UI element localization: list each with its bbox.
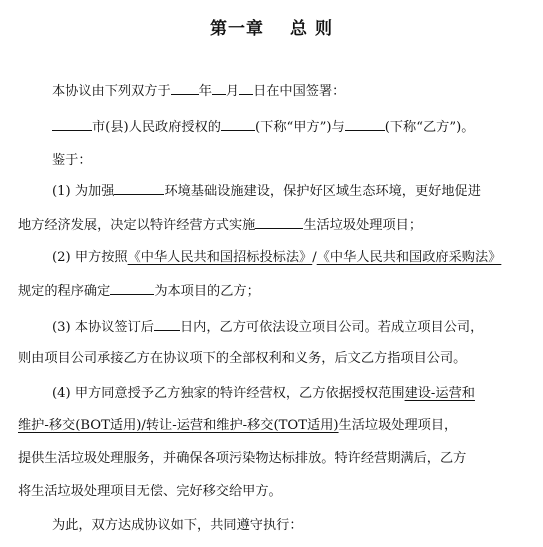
blank-authorized-party: [221, 116, 255, 131]
clause-2-line-2: 规定的程序确定 为本项目的乙方；: [18, 280, 260, 302]
paragraph-signing-date: 本协议由下列双方于 年 月 日在中国签署：: [52, 80, 345, 102]
blank-party-b: [345, 116, 385, 131]
blank-project-region: [255, 214, 303, 229]
blank-day: [239, 80, 253, 95]
blank-region: [114, 180, 164, 195]
chapter-name: 总 则: [290, 19, 333, 39]
clause-3-line-2: 则由项目公司承接乙方在协议项下的全部权利和义务，后文乙方指项目公司。: [18, 351, 467, 366]
clause-3-line-1: (3) 本协议签订后 日内，乙方可依法设立项目公司。若成立项目公司，: [52, 316, 483, 338]
clause-4-line-3: 提供生活垃圾处理服务，并确保各项污染物达标排放。特许经营期满后，乙方: [18, 451, 467, 466]
paragraph-agreement: 为此，双方达成协议如下，共同遵守执行：: [52, 518, 303, 533]
law-procurement: 《中华人民共和国政府采购法》: [316, 250, 502, 265]
blank-year: [171, 80, 199, 95]
clause-1-line-2: 地方经济发展，决定以特许经营方式实施 生活垃圾处理项目；: [18, 214, 422, 236]
blank-city: [52, 116, 92, 131]
paragraph-parties: 市(县)人民政府授权的 (下称“甲方”)与 (下称“乙方”)。: [52, 116, 474, 138]
chapter-title: [0, 14, 543, 39]
blank-party-b-name: [110, 280, 154, 295]
clause-4-line-4: 将生活垃圾处理项目无偿、完好移交给甲方。: [18, 484, 282, 499]
law-bidding: 《中华人民共和国招标投标法》: [127, 250, 313, 265]
paragraph-whereas: 鉴于：: [52, 153, 92, 168]
clause-1-line-1: (1) 为加强 环境基础设施建设，保护好区域生态环境，更好地促进: [52, 180, 481, 202]
clause-4-line-2: 维护-移交(BOT适用)/转让-运营和维护-移交(TOT适用)生活垃圾处理项目，: [18, 418, 458, 433]
clause-4-line-1: (4) 甲方同意授予乙方独家的特许经营权，乙方依据授权范围建设-运营和: [52, 386, 475, 401]
chapter-number: 第一章: [210, 19, 265, 39]
clause-2-line-1: (2) 甲方按照《中华人民共和国招标投标法》/《中华人民共和国政府采购法》: [52, 250, 502, 265]
blank-days: [154, 316, 180, 331]
blank-month: [212, 80, 226, 95]
